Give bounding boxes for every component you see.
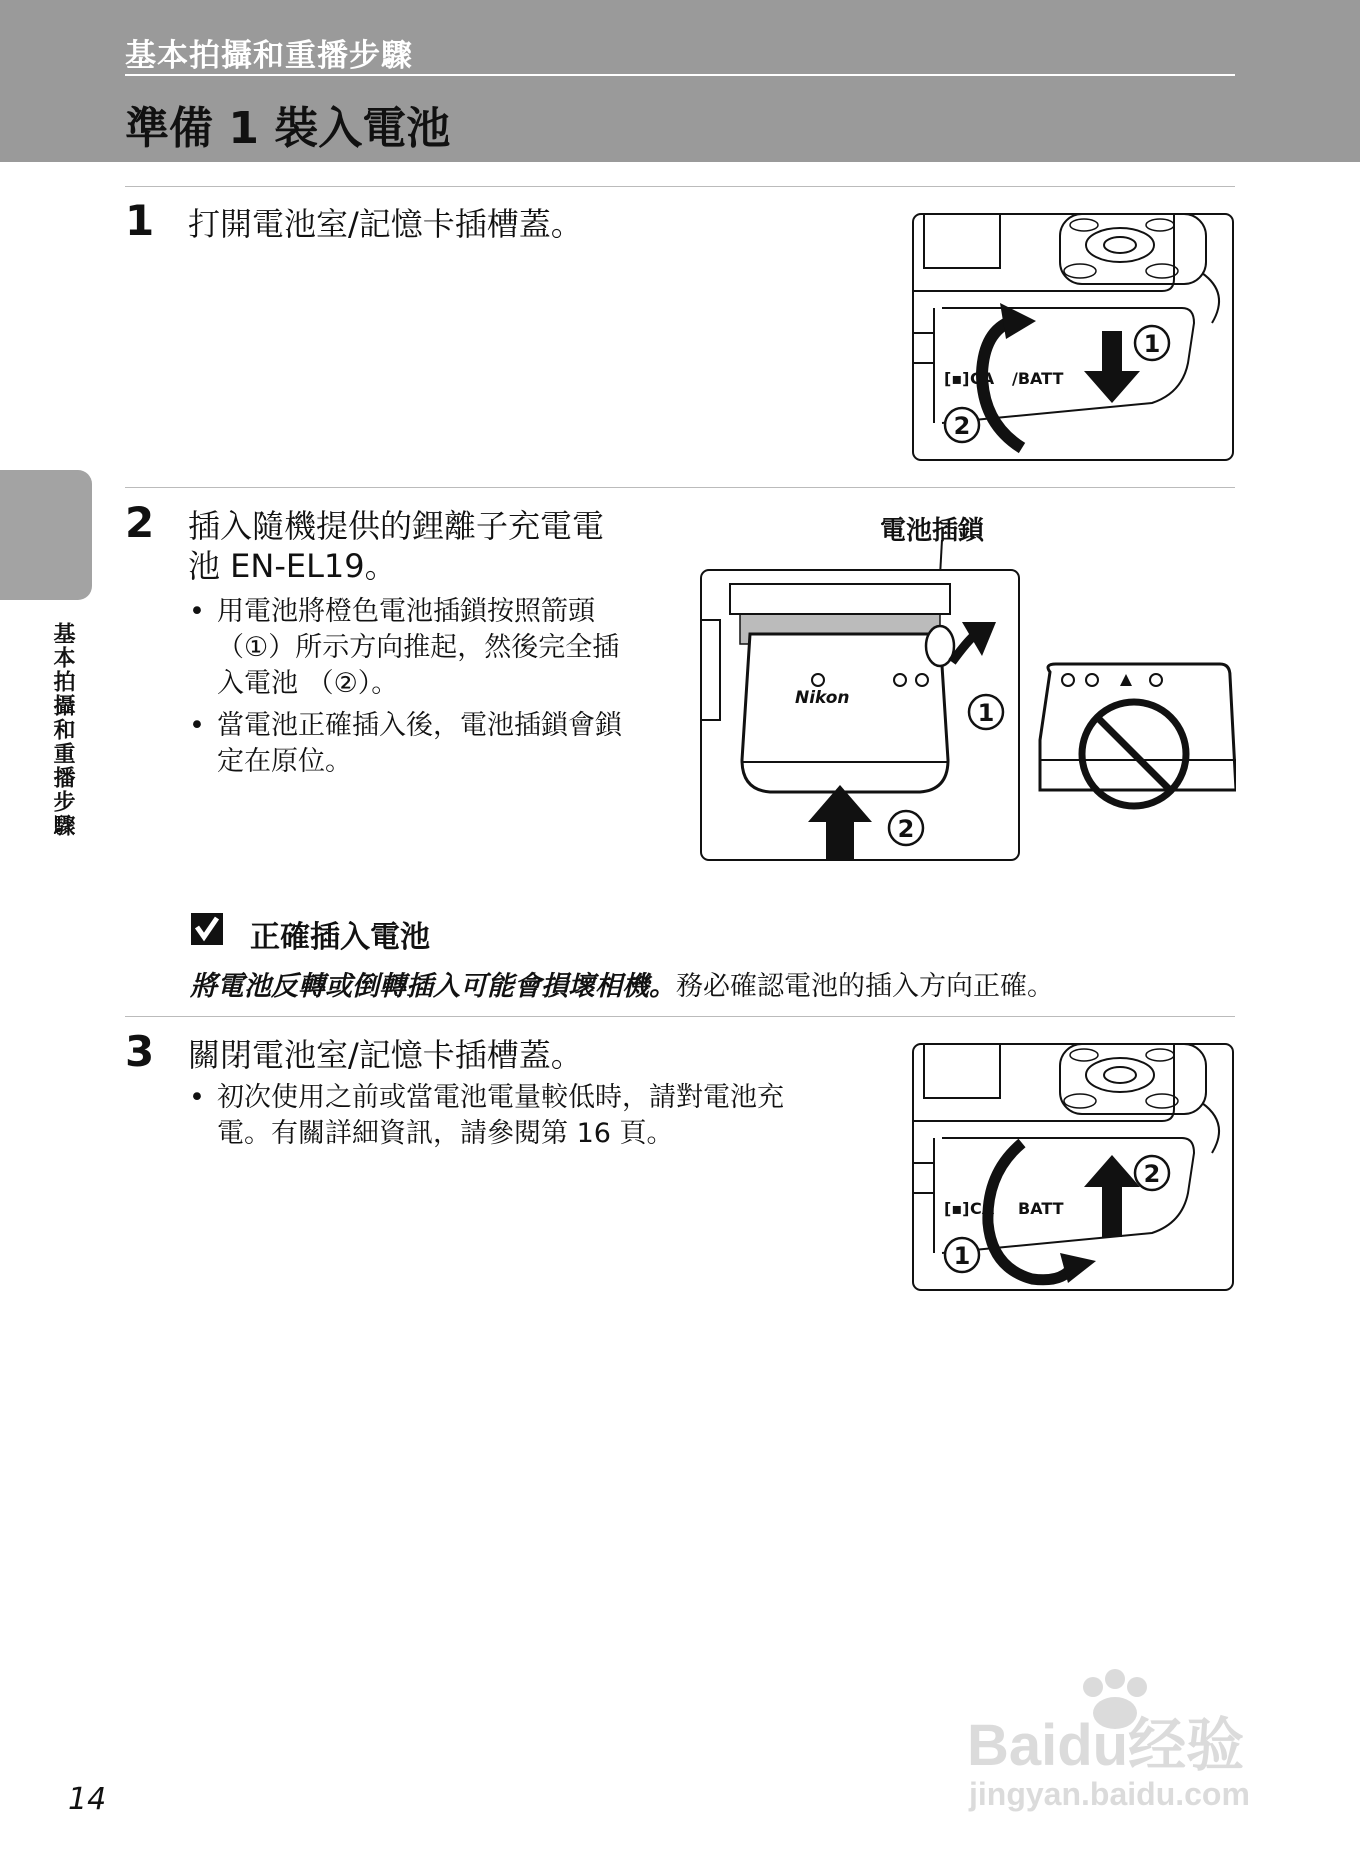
- bullet-dot: •: [189, 710, 205, 741]
- chapter-header: [0, 0, 1360, 162]
- step-2-number: 2: [125, 498, 155, 547]
- bullet-line: 用電池將橙色電池插鎖按照箭頭: [217, 596, 595, 627]
- mark-1: 1: [977, 699, 995, 727]
- step-3-title: 關閉電池室/記憶卡插槽蓋。: [188, 1036, 583, 1074]
- header-divider: [125, 74, 1235, 76]
- note-emphasis: 將電池反轉或倒轉插入可能會損壞相機。: [190, 971, 676, 1002]
- close-cover-illustration: [912, 1043, 1234, 1291]
- step-divider: [125, 186, 1235, 187]
- mark-1: 1: [953, 1242, 971, 1270]
- list-item: [187, 594, 687, 702]
- section-title: 基本拍攝和重播步驟: [125, 38, 413, 74]
- step-divider: [125, 487, 1235, 488]
- side-tab-label: 基本拍攝和重播步驟: [50, 622, 75, 838]
- step-3-number: 3: [125, 1027, 155, 1076]
- step-2-title-line-1: 插入隨機提供的鋰離子充電電: [188, 507, 605, 545]
- bullet-line: 當電池正確插入後，電池插鎖會鎖: [217, 710, 622, 741]
- note-text: 務必確認電池的插入方向正確。: [676, 971, 1054, 1002]
- page-number: 14: [68, 1782, 107, 1817]
- battery-latch-callout: 電池插鎖: [880, 516, 985, 546]
- open-cover-illustration: [912, 213, 1234, 461]
- bullet-dot: •: [189, 596, 205, 627]
- page-title: 準備 1 裝入電池: [125, 103, 451, 154]
- note-body: [190, 964, 1054, 1003]
- step-3-bullet-list: [187, 1080, 887, 1158]
- mark-2: 2: [897, 815, 915, 843]
- step-2-bullet-list: [187, 594, 687, 786]
- note-title: 正確插入電池: [250, 920, 430, 955]
- step-2-title-line-2: 池 EN-EL19。: [188, 547, 397, 585]
- bullet-line: （①）所示方向推起，然後完全插: [217, 632, 620, 663]
- bullet-line: 定在原位。: [217, 746, 352, 777]
- cover-card-label: [▪]: [944, 1199, 970, 1218]
- insert-battery-illustration: [700, 540, 1236, 862]
- bullet-line: 入電池 （②）。: [217, 668, 399, 699]
- cover-ca-label: CA: [970, 369, 995, 388]
- step-1-title: 打開電池室/記憶卡插槽蓋。: [188, 205, 583, 243]
- mark-2: 2: [1143, 1160, 1161, 1188]
- watermark-url: jingyan.baidu.com: [969, 1776, 1250, 1812]
- watermark-brand: Baidu经验: [967, 1713, 1245, 1778]
- bullet-dot: •: [189, 1082, 205, 1113]
- chapter-side-tab: [0, 470, 92, 600]
- checkmark-icon: [190, 912, 224, 946]
- step-divider: [125, 1016, 1235, 1017]
- step-1-number: 1: [125, 196, 155, 245]
- mark-1: 1: [1143, 330, 1161, 358]
- battery-brand-logo: Nikon: [795, 688, 850, 708]
- cover-card-label: [▪]: [944, 369, 970, 388]
- cover-batt-label: BATT: [1018, 1199, 1064, 1218]
- bullet-line: 電。有關詳細資訊，請參閱第 16 頁。: [217, 1118, 674, 1149]
- baidu-watermark: [965, 1665, 1295, 1815]
- cover-batt-label: /BATT: [1012, 369, 1064, 388]
- mark-2: 2: [953, 412, 971, 440]
- cover-ca-label: CA: [970, 1199, 995, 1218]
- list-item: [187, 1080, 887, 1152]
- list-item: [187, 708, 687, 780]
- bullet-line: 初次使用之前或當電池電量較低時，請對電池充: [217, 1082, 784, 1113]
